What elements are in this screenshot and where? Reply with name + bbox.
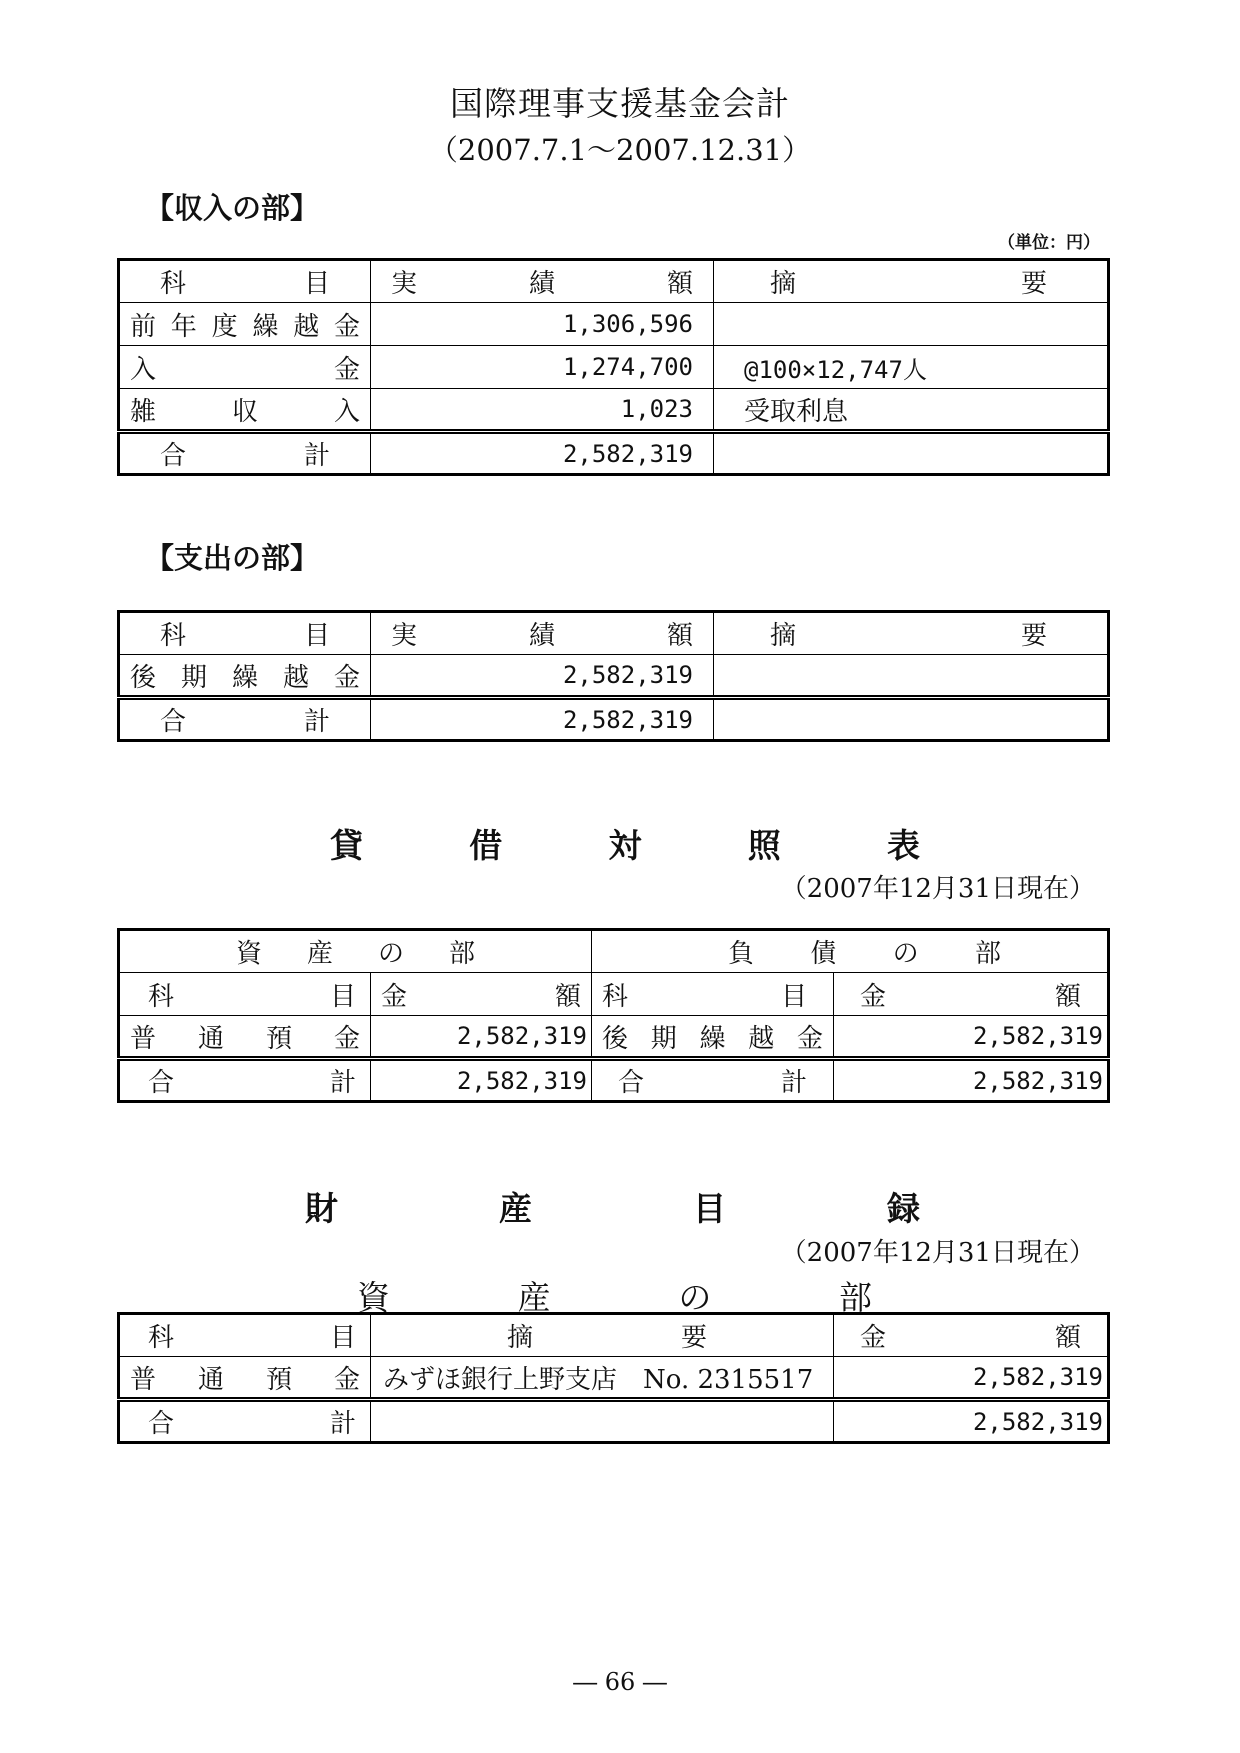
row-amount: 1,306,596 bbox=[371, 303, 714, 346]
total-amount: 2,582,319 bbox=[371, 432, 714, 475]
balance-header-row bbox=[119, 973, 1109, 1016]
table-row bbox=[119, 1016, 1109, 1059]
inventory-table bbox=[117, 1312, 1110, 1444]
row-note bbox=[714, 655, 1109, 698]
income-section-title: 【収入の部】 bbox=[145, 191, 320, 225]
total-subject: 合 計 bbox=[119, 698, 371, 741]
expense-total-row bbox=[119, 698, 1109, 741]
header-subject: 科 目 bbox=[119, 973, 371, 1016]
row-subject: 前 年 度 繰 越 金 bbox=[119, 303, 371, 346]
total-liab-amount: 2,582,319 bbox=[834, 1059, 1109, 1102]
income-header-row bbox=[119, 260, 1109, 303]
header-subject: 科 目 bbox=[592, 973, 834, 1016]
total-subject: 合 計 bbox=[119, 432, 371, 475]
total-amount: 2,582,319 bbox=[371, 698, 714, 741]
inventory-date: （2007年12月31日現在） bbox=[780, 1238, 1095, 1268]
table-row bbox=[119, 346, 1109, 389]
income-total-row bbox=[119, 432, 1109, 475]
table-row bbox=[119, 655, 1109, 698]
balance-total-row bbox=[119, 1059, 1109, 1102]
row-amount: 2,582,319 bbox=[371, 655, 714, 698]
inventory-total-row bbox=[119, 1400, 1109, 1443]
liabilities-header: 負 債 の 部 bbox=[592, 930, 1109, 973]
row-subject: 後 期 繰 越 金 bbox=[119, 655, 371, 698]
total-subject: 合 計 bbox=[119, 1400, 371, 1443]
header-amount: 金 額 bbox=[371, 973, 592, 1016]
asset-subject: 普 通 預 金 bbox=[119, 1016, 371, 1059]
header-amount: 金 額 bbox=[834, 973, 1109, 1016]
total-note bbox=[714, 432, 1109, 475]
header-subject: 科 目 bbox=[119, 260, 371, 303]
balance-section-row bbox=[119, 930, 1109, 973]
total-note bbox=[371, 1400, 834, 1443]
inventory-header-row bbox=[119, 1314, 1109, 1357]
expense-table bbox=[117, 610, 1110, 742]
liab-amount: 2,582,319 bbox=[834, 1016, 1109, 1059]
header-note: 摘 要 bbox=[371, 1314, 834, 1357]
row-amount: 1,023 bbox=[371, 389, 714, 432]
header-subject: 科 目 bbox=[119, 1314, 371, 1357]
income-table bbox=[117, 258, 1110, 476]
expense-section-title: 【支出の部】 bbox=[145, 541, 320, 575]
row-subject: 普 通 預 金 bbox=[119, 1357, 371, 1400]
header-amount: 金 額 bbox=[834, 1314, 1109, 1357]
asset-amount: 2,582,319 bbox=[371, 1016, 592, 1059]
inventory-subtitle: 資 産 の 部 bbox=[357, 1278, 872, 1317]
table-row bbox=[119, 389, 1109, 432]
expense-header-row bbox=[119, 612, 1109, 655]
row-subject: 雑 収 入 bbox=[119, 389, 371, 432]
header-subject: 科 目 bbox=[119, 612, 371, 655]
balance-sheet-title: 貸 借 対 照 表 bbox=[330, 826, 920, 865]
total-asset-amount: 2,582,319 bbox=[371, 1059, 592, 1102]
inventory-title: 財 産 目 録 bbox=[305, 1189, 920, 1228]
document-period: （2007.7.1～2007.12.31） bbox=[428, 133, 812, 167]
row-note: @100×12,747人 bbox=[714, 346, 1109, 389]
balance-sheet-date: （2007年12月31日現在） bbox=[780, 874, 1095, 904]
header-note: 摘 要 bbox=[714, 260, 1109, 303]
row-note: みずほ銀行上野支店 No. 2315517 bbox=[371, 1357, 834, 1400]
total-note bbox=[714, 698, 1109, 741]
row-amount: 2,582,319 bbox=[834, 1357, 1109, 1400]
unit-note: （単位：円） bbox=[998, 233, 1100, 253]
balance-sheet-table bbox=[117, 928, 1110, 1103]
assets-header: 資 産 の 部 bbox=[119, 930, 592, 973]
liab-subject: 後 期 繰 越 金 bbox=[592, 1016, 834, 1059]
page-number: ― 66 ― bbox=[573, 1668, 667, 1696]
header-amount: 実 績 額 bbox=[371, 612, 714, 655]
total-subject: 合 計 bbox=[119, 1059, 371, 1102]
table-row bbox=[119, 1357, 1109, 1400]
table-row bbox=[119, 303, 1109, 346]
row-note bbox=[714, 303, 1109, 346]
document-title: 国際理事支援基金会計 bbox=[450, 84, 790, 123]
header-amount: 実 績 額 bbox=[371, 260, 714, 303]
row-amount: 1,274,700 bbox=[371, 346, 714, 389]
header-note: 摘 要 bbox=[714, 612, 1109, 655]
total-amount: 2,582,319 bbox=[834, 1400, 1109, 1443]
total-subject: 合 計 bbox=[592, 1059, 834, 1102]
row-subject: 入 金 bbox=[119, 346, 371, 389]
row-note: 受取利息 bbox=[714, 389, 1109, 432]
